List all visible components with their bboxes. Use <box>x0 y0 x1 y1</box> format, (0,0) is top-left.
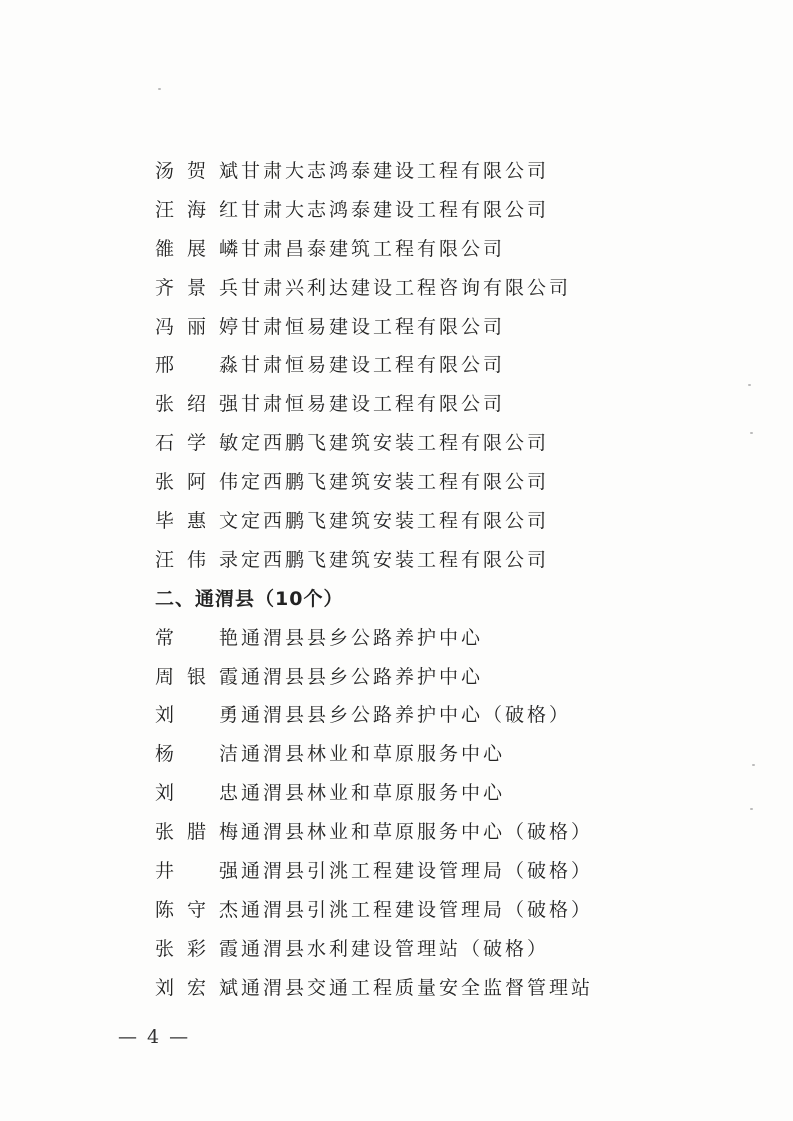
scan-speck <box>748 384 751 386</box>
name-character: 齐 <box>155 276 178 299</box>
list-item <box>155 696 715 735</box>
name-character: 绍 <box>186 393 209 416</box>
organization-name: 甘肃大志鸿泰建设工程有限公司 <box>241 198 550 221</box>
name-character: 斌 <box>218 160 241 182</box>
name-character: 守 <box>186 898 209 921</box>
name-character: 兵 <box>218 276 241 299</box>
name-character: 红 <box>218 198 241 221</box>
name-character: 婷 <box>218 315 241 338</box>
name-character: 刘 <box>155 782 178 805</box>
name-character: 霞 <box>218 665 241 688</box>
organization-name: 通渭县交通工程质量安全监督管理站 <box>241 976 594 999</box>
person-name <box>155 502 241 541</box>
name-character: 刘 <box>155 976 178 999</box>
name-character: 淼 <box>218 354 241 377</box>
name-character: 张 <box>155 471 178 494</box>
scan-speck <box>750 808 753 810</box>
name-character: 景 <box>186 276 209 299</box>
list-item <box>155 152 715 191</box>
list-item <box>155 191 715 230</box>
organization-name: 通渭县县乡公路养护中心 <box>241 626 484 649</box>
person-name <box>155 424 241 463</box>
list-item <box>155 424 715 463</box>
name-character: 汪 <box>155 548 178 571</box>
person-name <box>155 308 241 347</box>
name-character: 学 <box>186 432 209 455</box>
organization-name: 甘肃恒易建设工程有限公司 <box>241 393 506 416</box>
organization-name: 甘肃恒易建设工程有限公司 <box>241 315 506 338</box>
name-character: 忠 <box>218 782 241 805</box>
name-character: 雒 <box>155 237 178 260</box>
name-character: 强 <box>218 860 241 883</box>
name-character: 宏 <box>186 976 209 999</box>
list-item <box>155 230 715 269</box>
person-name <box>155 774 241 813</box>
name-character: 张 <box>155 937 178 960</box>
name-character: 腊 <box>186 821 209 844</box>
name-character: 展 <box>186 237 209 260</box>
organization-name: 甘肃大志鸿泰建设工程有限公司 <box>241 160 550 182</box>
section-b-list <box>155 619 715 1008</box>
name-character: 斌 <box>218 976 241 999</box>
organization-name: 通渭县县乡公路养护中心（破格） <box>241 704 572 727</box>
list-item <box>155 891 715 930</box>
name-character: 海 <box>186 198 209 221</box>
person-name <box>155 230 241 269</box>
organization-name: 通渭县引洮工程建设管理局（破格） <box>241 860 594 883</box>
page-number: — 4 — <box>118 1026 191 1048</box>
name-character: 强 <box>218 393 241 416</box>
name-character: 贺 <box>186 160 209 182</box>
scan-speck <box>158 88 161 90</box>
name-character: 毕 <box>155 510 178 533</box>
person-name <box>155 658 241 697</box>
person-name <box>155 463 241 502</box>
list-item <box>155 308 715 347</box>
person-name <box>155 346 241 385</box>
name-character: 冯 <box>155 315 178 338</box>
organization-name: 通渭县水利建设管理站（破格） <box>241 937 550 960</box>
list-item <box>155 735 715 774</box>
name-character: 刘 <box>155 704 178 727</box>
name-character: 银 <box>186 665 209 688</box>
list-item <box>155 502 715 541</box>
organization-name: 通渭县林业和草原服务中心（破格） <box>241 821 594 844</box>
name-character: 邢 <box>155 354 178 377</box>
person-name <box>155 891 241 930</box>
list-item <box>155 930 715 969</box>
organization-name: 定西鹏飞建筑安装工程有限公司 <box>241 548 550 571</box>
name-character: 彩 <box>186 937 209 960</box>
name-character: 张 <box>155 821 178 844</box>
name-character: 阿 <box>186 471 209 494</box>
name-character: 陈 <box>155 898 178 921</box>
organization-name: 甘肃恒易建设工程有限公司 <box>241 354 506 377</box>
section-heading: 二、通渭县（10个） <box>155 587 344 610</box>
person-name <box>155 735 241 774</box>
list-item <box>155 813 715 852</box>
name-character: 周 <box>155 665 178 688</box>
person-name <box>155 930 241 969</box>
person-name <box>155 152 241 191</box>
name-character: 霞 <box>218 937 241 960</box>
name-character: 石 <box>155 432 178 455</box>
name-character: 敏 <box>218 432 241 455</box>
name-character: 杨 <box>155 743 178 766</box>
name-character: 杰 <box>218 898 241 921</box>
name-character: 艳 <box>218 626 241 649</box>
name-character: 张 <box>155 393 178 416</box>
person-name <box>155 969 241 1008</box>
name-character: 伟 <box>186 548 209 571</box>
list-item <box>155 619 715 658</box>
organization-name: 甘肃昌泰建筑工程有限公司 <box>241 237 506 260</box>
organization-name: 定西鹏飞建筑安装工程有限公司 <box>241 471 550 494</box>
name-character: 汤 <box>155 160 178 182</box>
name-character: 汪 <box>155 198 178 221</box>
name-character: 嶙 <box>218 237 241 260</box>
person-name <box>155 696 241 735</box>
name-character: 梅 <box>218 821 241 844</box>
list-item <box>155 269 715 308</box>
person-name <box>155 852 241 891</box>
list-item <box>155 658 715 697</box>
organization-name: 通渭县林业和草原服务中心 <box>241 782 506 805</box>
person-name <box>155 541 241 580</box>
name-character: 录 <box>218 548 241 571</box>
person-name <box>155 385 241 424</box>
organization-name: 通渭县县乡公路养护中心 <box>241 665 484 688</box>
name-character: 丽 <box>186 315 209 338</box>
name-character: 伟 <box>218 471 241 494</box>
name-character: 文 <box>218 510 241 533</box>
scan-speck <box>750 432 753 434</box>
name-character: 洁 <box>218 743 241 766</box>
name-list <box>155 152 715 1008</box>
person-name <box>155 191 241 230</box>
organization-name: 通渭县林业和草原服务中心 <box>241 743 506 766</box>
list-item <box>155 346 715 385</box>
name-character: 勇 <box>218 704 241 727</box>
list-item <box>155 541 715 580</box>
list-item <box>155 774 715 813</box>
name-character: 常 <box>155 626 178 649</box>
name-character: 井 <box>155 860 178 883</box>
organization-name: 定西鹏飞建筑安装工程有限公司 <box>241 510 550 533</box>
person-name <box>155 813 241 852</box>
name-character: 惠 <box>186 510 209 533</box>
person-name <box>155 269 241 308</box>
section-a-list <box>155 152 715 580</box>
person-name <box>155 619 241 658</box>
list-item <box>155 852 715 891</box>
list-item <box>155 969 715 1008</box>
organization-name: 甘肃兴利达建设工程咨询有限公司 <box>241 276 572 299</box>
organization-name: 通渭县引洮工程建设管理局（破格） <box>241 898 594 921</box>
organization-name: 定西鹏飞建筑安装工程有限公司 <box>241 432 550 455</box>
list-item <box>155 463 715 502</box>
list-item <box>155 385 715 424</box>
scan-speck <box>752 764 755 766</box>
